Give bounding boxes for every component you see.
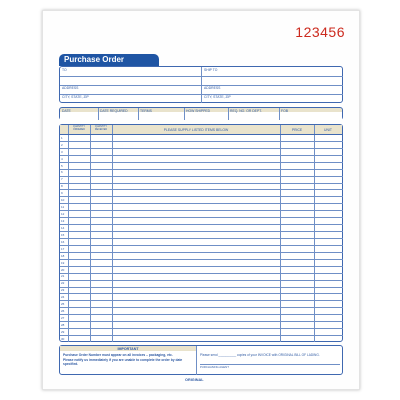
item-row-line: [60, 321, 343, 322]
item-row-line: [60, 141, 343, 142]
item-row-number: 26: [61, 309, 65, 314]
header-quantity-ordered: QUANTITY ORDERED: [72, 125, 86, 131]
order-info-req-no: REQ. NO. OR DEPT.: [230, 108, 262, 113]
item-row-number: 9: [61, 191, 63, 196]
item-row-line: [60, 287, 343, 288]
header-description: PLEASE SUPPLY LISTED ITEMS BELOW: [163, 128, 229, 132]
item-row-number: 2: [61, 142, 63, 147]
item-row-number: 29: [61, 329, 65, 334]
item-row-number: 7: [61, 177, 63, 182]
item-row-line: [60, 293, 343, 294]
item-row-number: 5: [61, 163, 63, 168]
purchase-order-form: [42, 10, 360, 390]
order-info-fob: FOB: [281, 108, 288, 113]
item-row-line: [60, 259, 343, 260]
item-row-line: [60, 224, 343, 225]
send-invoice-note: Please send __________ copies of your INVOICE with ORIGINAL BILL OF LADING.: [200, 353, 320, 357]
item-row-line: [60, 169, 343, 170]
item-row-number: 19: [61, 260, 65, 265]
order-info-date-required: DATE REQUIRED: [100, 108, 128, 113]
item-row-number: 16: [61, 239, 65, 244]
item-row-number: 8: [61, 184, 63, 189]
item-row-line: [60, 148, 343, 149]
form-title: Purchase Order: [59, 54, 159, 66]
item-row-number: 11: [61, 205, 65, 210]
item-row-line: [60, 273, 343, 274]
item-row-number: 28: [61, 323, 65, 327]
item-row-line: [60, 176, 343, 177]
header-quantity-received: QUANTITY RECEIVED: [94, 125, 108, 131]
copy-name: ORIGINAL: [185, 378, 204, 382]
item-row-number: 10: [61, 198, 65, 203]
item-row-line: [60, 266, 343, 267]
city-label-right: CITY, STATE, ZIP: [204, 95, 231, 99]
item-row-number: 4: [61, 156, 63, 161]
item-row-number: 14: [61, 225, 65, 230]
address-label-left: ADDRESS: [62, 86, 79, 90]
item-row-line: [60, 231, 343, 232]
city-label-left: CITY, STATE, ZIP: [62, 95, 89, 99]
po-number: 123456: [295, 24, 345, 40]
item-row-number: 27: [61, 316, 65, 321]
items-table: [59, 124, 343, 342]
item-row-number: 24: [61, 295, 65, 300]
item-row-number: 30: [61, 336, 65, 341]
item-row-number: 20: [61, 267, 65, 272]
item-row-line: [60, 210, 343, 211]
header-unit: UNIT: [324, 128, 332, 132]
important-line-2: Please notify us immediately if you are unable to complete the order by date specified.: [63, 358, 183, 367]
item-row-number: 25: [61, 302, 65, 307]
item-row-line: [60, 335, 343, 336]
purchasing-agent-label: PURCHASING AGENT: [200, 365, 229, 369]
ship-to-label: SHIP TO: [204, 68, 218, 72]
bottom-section: [59, 345, 343, 375]
item-row-number: 17: [61, 246, 65, 251]
order-info-how-shipped: HOW SHIPPED: [186, 108, 211, 113]
item-row-number: 22: [61, 281, 65, 286]
item-row-number: 18: [61, 253, 65, 258]
item-row-number: 23: [61, 288, 65, 293]
item-row-line: [60, 217, 343, 218]
item-row-line: [60, 155, 343, 156]
address-label-right: ADDRESS: [204, 86, 221, 90]
item-row-line: [60, 328, 343, 329]
item-row-line: [60, 314, 343, 315]
item-row-line: [60, 245, 343, 246]
item-row-number: 15: [61, 232, 65, 237]
item-row-line: [60, 183, 343, 184]
item-row-line: [60, 307, 343, 308]
item-row-number: 6: [61, 170, 63, 175]
important-line-1: Purchase Order Number must appear on all invoices – packaging, etc.: [63, 353, 173, 357]
header-price: PRICE: [291, 128, 303, 132]
address-block: [59, 66, 343, 103]
item-row-number: 1: [61, 135, 63, 140]
item-row-number: 12: [61, 212, 65, 217]
order-info-row: [59, 107, 343, 120]
item-row-number: 21: [61, 274, 65, 279]
item-row-line: [60, 280, 343, 281]
item-row-line: [60, 203, 343, 204]
item-row-line: [60, 300, 343, 301]
item-row-line: [60, 196, 343, 197]
item-row-number: 3: [61, 149, 63, 154]
order-info-date: DATE: [62, 108, 71, 113]
item-row-number: 13: [61, 219, 65, 223]
item-row-line: [60, 252, 343, 253]
item-row-line: [60, 238, 343, 239]
item-row-line: [60, 189, 343, 190]
order-info-terms: TERMS: [140, 108, 152, 113]
important-title: IMPORTANT: [117, 346, 139, 351]
to-label: TO: [62, 68, 67, 72]
item-row-line: [60, 162, 343, 163]
